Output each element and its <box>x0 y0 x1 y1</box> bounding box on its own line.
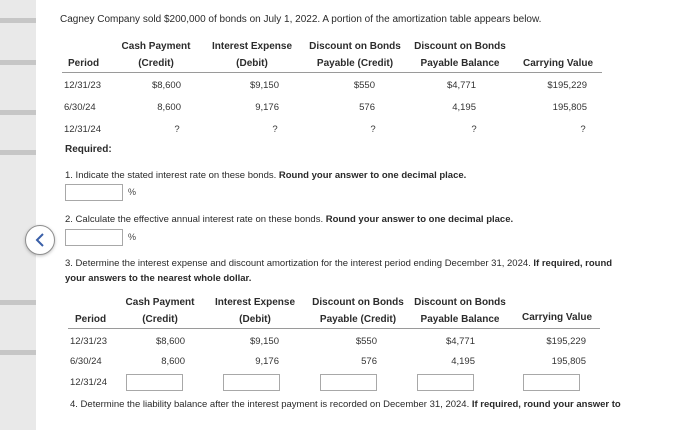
discount-amortization-input[interactable] <box>320 374 377 391</box>
cell-cash: 8,600 <box>157 102 181 113</box>
header-period: Period <box>75 314 107 325</box>
cell-balance: $4,771 <box>445 336 475 347</box>
question-1-instruction: Round your answer to one decimal place. <box>278 170 467 181</box>
interest-expense-input[interactable] <box>223 374 280 391</box>
header-divider <box>62 72 602 73</box>
cell-balance: $4,771 <box>446 80 476 91</box>
cell-period: 12/31/23 <box>64 80 101 91</box>
question-3 <box>65 256 695 286</box>
header-interest-top: Interest Expense <box>214 297 296 308</box>
cell-discount: 576 <box>359 102 375 113</box>
cell-carrying: $195,229 <box>547 80 587 91</box>
cell-period: 6/30/24 <box>70 356 102 367</box>
cell-balance: 4,195 <box>451 356 475 367</box>
cell-period: 6/30/24 <box>64 102 96 113</box>
cell-discount: $550 <box>353 80 375 91</box>
header-discount-top: Discount on Bonds <box>312 297 404 308</box>
question-4-instruction: If required, round your answer to <box>471 399 621 410</box>
header-cash-top: Cash Payment <box>125 297 195 308</box>
header-period: Period <box>68 58 100 69</box>
sidebar-stripe <box>0 300 36 305</box>
sidebar-stripe <box>0 150 36 155</box>
question-3-text: 3. Determine the interest expense and discount amortization for the interest period ending December 31, 2024. <box>65 258 534 269</box>
required-label: Required: <box>65 144 112 155</box>
cell-period: 12/31/24 <box>70 377 107 388</box>
cell-carrying: ? <box>580 124 586 135</box>
header-balance-bottom: Payable Balance <box>420 314 500 325</box>
cell-balance: 4,195 <box>452 102 476 113</box>
question-content <box>60 0 700 430</box>
percent-unit: % <box>128 187 137 197</box>
header-interest-bottom: (Debit) <box>236 58 268 69</box>
problem-intro: Cagney Company sold $200,000 of bonds on July 1, 2022. A portion of the amortization table appears below. <box>60 14 542 25</box>
effective-rate-input[interactable] <box>65 229 123 246</box>
left-sidebar <box>0 0 36 430</box>
question-1-text: 1. Indicate the stated interest rate on these bonds. <box>65 170 279 181</box>
question-2-instruction: Round your answer to one decimal place. <box>325 214 514 225</box>
cell-cash: $8,600 <box>155 336 185 347</box>
cell-cash: $8,600 <box>151 80 181 91</box>
question-3-instruction-a: If required, round <box>533 258 613 269</box>
header-cash-bottom: (Credit) <box>138 58 174 69</box>
cell-interest: ? <box>272 124 278 135</box>
cell-discount: $550 <box>355 336 377 347</box>
header-interest-top: Interest Expense <box>211 41 293 52</box>
cell-period: 12/31/24 <box>64 124 101 135</box>
header-discount-bottom: Payable (Credit) <box>316 58 394 69</box>
sidebar-stripe <box>0 18 36 23</box>
header-cash-top: Cash Payment <box>121 41 191 52</box>
cell-interest: 9,176 <box>255 102 279 113</box>
stated-rate-input[interactable] <box>65 184 123 201</box>
cell-cash: 8,600 <box>161 356 185 367</box>
question-1 <box>65 170 466 181</box>
header-carrying: Carrying Value <box>522 58 594 69</box>
cell-carrying: 195,805 <box>552 102 587 113</box>
header-balance-bottom: Payable Balance <box>420 58 500 69</box>
sidebar-stripe <box>0 110 36 115</box>
back-button[interactable] <box>25 225 55 255</box>
cell-period: 12/31/23 <box>70 336 107 347</box>
sidebar-stripe <box>0 60 36 65</box>
cash-payment-input[interactable] <box>126 374 183 391</box>
question-3-instruction-b: your answers to the nearest whole dollar. <box>65 273 252 284</box>
cell-interest: 9,176 <box>255 356 279 367</box>
header-balance-top: Discount on Bonds <box>414 41 506 52</box>
header-cash-bottom: (Credit) <box>142 314 178 325</box>
cell-carrying: $195,229 <box>546 336 586 347</box>
header-carrying: Carrying Value <box>521 312 593 323</box>
question-2 <box>65 214 513 225</box>
cell-discount: 576 <box>361 356 377 367</box>
header-balance-top: Discount on Bonds <box>414 297 506 308</box>
sidebar-stripe <box>0 350 36 355</box>
cell-cash: ? <box>174 124 180 135</box>
question-4 <box>70 399 621 410</box>
chevron-left-icon <box>34 233 46 247</box>
question-2-text: 2. Calculate the effective annual interest rate on these bonds. <box>65 214 326 225</box>
header-divider <box>68 328 600 329</box>
header-discount-bottom: Payable (Credit) <box>319 314 397 325</box>
header-interest-bottom: (Debit) <box>239 314 271 325</box>
cell-discount: ? <box>370 124 376 135</box>
cell-carrying: 195,805 <box>551 356 586 367</box>
percent-unit: % <box>128 232 137 242</box>
question-4-text: 4. Determine the liability balance after the interest payment is recorded on December 31, 2024. <box>70 399 472 410</box>
cell-interest: $9,150 <box>249 80 279 91</box>
header-discount-top: Discount on Bonds <box>309 41 401 52</box>
cell-balance: ? <box>471 124 477 135</box>
cell-interest: $9,150 <box>249 336 279 347</box>
discount-balance-input[interactable] <box>417 374 474 391</box>
carrying-value-input[interactable] <box>523 374 580 391</box>
